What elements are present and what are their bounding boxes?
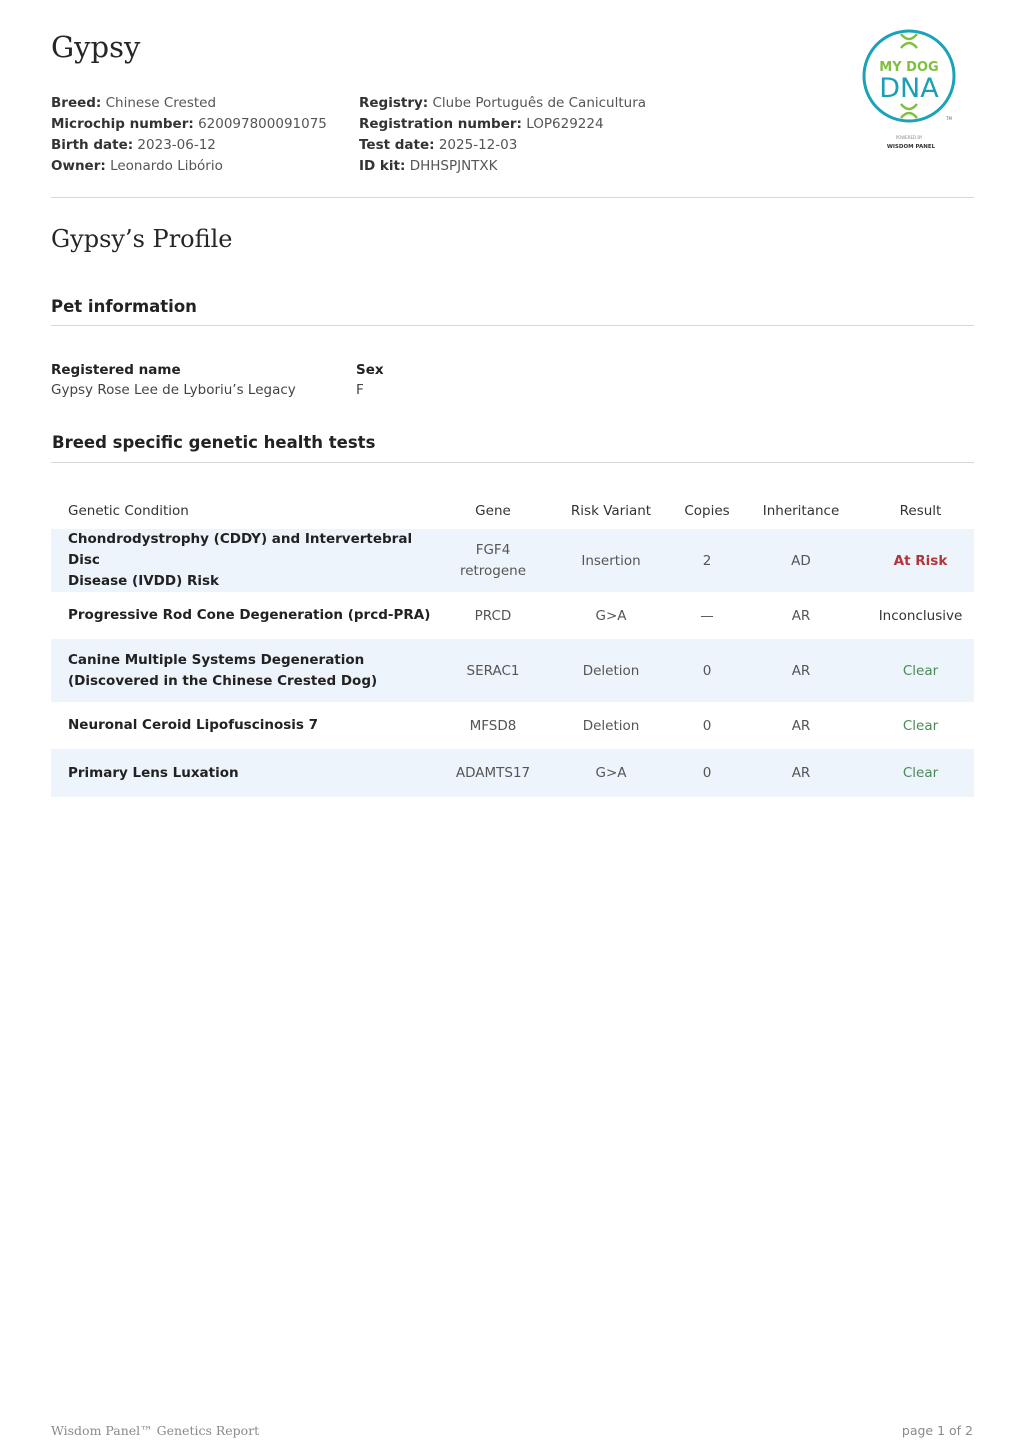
condition-line: Progressive Rod Cone Degeneration (prcd-PRA) xyxy=(68,607,431,623)
logo-wisdom-panel: WISDOM PANEL xyxy=(886,144,936,150)
sex-value: F xyxy=(356,382,364,398)
gene-cell: PRCD xyxy=(474,607,512,624)
column-header-gene: Gene xyxy=(475,502,511,519)
inheritance-cell: AD xyxy=(791,552,811,569)
table-row xyxy=(51,529,974,592)
copies-cell: 0 xyxy=(702,662,712,679)
result-cell: Inconclusive xyxy=(878,607,963,624)
column-header-result: Result xyxy=(899,502,942,519)
id-kit-label: ID kit: xyxy=(359,158,406,174)
owner-label: Owner: xyxy=(51,158,106,174)
microchip-value: 620097800091075 xyxy=(198,116,327,132)
copies-cell: 0 xyxy=(702,765,712,781)
microchip-label: Microchip number: xyxy=(51,116,194,132)
column-header-copies: Copies xyxy=(684,502,730,519)
pet-information-divider xyxy=(51,325,974,326)
breed-label: Breed: xyxy=(51,95,102,111)
column-header-inheritance: Inheritance xyxy=(762,502,840,519)
result-cell: At Risk xyxy=(893,552,948,569)
inheritance-cell: AR xyxy=(791,662,811,679)
risk-variant-cell: G>A xyxy=(595,607,627,624)
result-cell: Clear xyxy=(902,717,939,734)
microchip-row xyxy=(51,114,327,135)
health-tests-divider xyxy=(51,462,974,463)
risk-variant-cell: Insertion xyxy=(581,552,641,569)
footer-page-number: page 1 of 2 xyxy=(901,1423,973,1438)
dna-helix-top-icon xyxy=(901,34,917,48)
birth-date-value: 2023-06-12 xyxy=(137,137,216,153)
condition-line: Disease (IVDD) Risk xyxy=(68,573,219,589)
copies-cell: 2 xyxy=(702,552,712,569)
test-date-value: 2025-12-03 xyxy=(438,137,518,153)
footer-report-title: Wisdom Panel™ Genetics Report xyxy=(51,1423,260,1438)
dna-helix-bottom-icon xyxy=(901,104,917,118)
birth-date-label: Birth date: xyxy=(51,137,134,153)
logo-powered-by: POWERED BY xyxy=(895,135,923,140)
test-date-row xyxy=(359,135,646,156)
condition-cell xyxy=(51,639,443,702)
logo-text-dna: DNA xyxy=(879,73,939,104)
birth-date-row xyxy=(51,135,327,156)
test-date-label: Test date: xyxy=(359,137,435,153)
condition-cell xyxy=(51,592,443,639)
header-divider xyxy=(51,197,974,198)
condition-cell xyxy=(51,702,443,749)
id-kit-row xyxy=(359,156,646,177)
copies-cell: 0 xyxy=(702,717,712,734)
registration-number-label: Registration number: xyxy=(359,116,522,132)
health-tests-table xyxy=(51,492,974,797)
logo-text-my-dog: MY DOG xyxy=(879,60,939,75)
logo-tm: TM xyxy=(946,116,952,121)
gene-cell: SERAC1 xyxy=(466,662,520,679)
registration-number-row xyxy=(359,114,646,135)
gene-cell xyxy=(443,529,543,592)
pet-information-heading: Pet information xyxy=(51,297,197,316)
risk-variant-cell: Deletion xyxy=(582,662,640,679)
table-row xyxy=(51,749,974,797)
gene-line: FGF4 xyxy=(475,541,511,558)
owner-row xyxy=(51,156,327,177)
gene-cell: ADAMTS17 xyxy=(455,765,531,781)
gene-line: retrogene xyxy=(459,562,527,579)
gene-cell: MFSD8 xyxy=(469,717,517,734)
sex-field xyxy=(356,362,384,398)
risk-variant-cell: G>A xyxy=(595,765,627,781)
registration-number-value: LOP629224 xyxy=(526,116,604,132)
registered-name-field xyxy=(51,362,296,398)
condition-cell xyxy=(51,529,443,592)
risk-variant-cell: Deletion xyxy=(582,717,640,734)
registry-row xyxy=(359,93,646,114)
table-row xyxy=(51,639,974,702)
column-header-condition: Genetic Condition xyxy=(68,502,189,519)
dog-name-title: Gypsy xyxy=(51,30,141,64)
profile-title: Gypsy’s Profile xyxy=(51,225,233,253)
condition-line: Chondrodystrophy (CDDY) and Intervertebral Disc xyxy=(68,531,413,568)
header-info-right xyxy=(359,93,646,177)
condition-line: Canine Multiple Systems Degeneration xyxy=(68,651,365,668)
result-cell: Clear xyxy=(902,765,939,781)
header-info-left xyxy=(51,93,327,177)
owner-value: Leonardo Libório xyxy=(110,158,223,174)
table-header-row xyxy=(51,492,974,529)
inheritance-cell: AR xyxy=(791,765,811,781)
inheritance-cell: AR xyxy=(791,717,811,734)
condition-line: Neuronal Ceroid Lipofuscinosis 7 xyxy=(68,717,319,733)
registry-label: Registry: xyxy=(359,95,429,111)
my-dog-dna-logo xyxy=(857,28,963,154)
breed-value: Chinese Crested xyxy=(105,95,217,111)
registered-name-label: Registered name xyxy=(51,362,181,378)
sex-label: Sex xyxy=(356,362,384,378)
registered-name-value: Gypsy Rose Lee de Lyboriu’s Legacy xyxy=(51,382,296,398)
breed-row xyxy=(51,93,327,114)
id-kit-value: DHHSPJNTXK xyxy=(409,158,498,174)
result-cell: Clear xyxy=(902,662,939,679)
health-tests-heading: Breed specific genetic health tests xyxy=(52,433,376,452)
condition-line: Primary Lens Luxation xyxy=(68,764,239,781)
condition-line: (Discovered in the Chinese Crested Dog) xyxy=(68,672,378,689)
column-header-risk-variant: Risk Variant xyxy=(570,502,652,519)
condition-cell xyxy=(51,749,443,797)
registry-value: Clube Português de Canicultura xyxy=(432,95,647,111)
copies-cell: — xyxy=(700,607,714,624)
inheritance-cell: AR xyxy=(791,607,811,624)
table-row xyxy=(51,592,974,639)
table-row xyxy=(51,702,974,749)
